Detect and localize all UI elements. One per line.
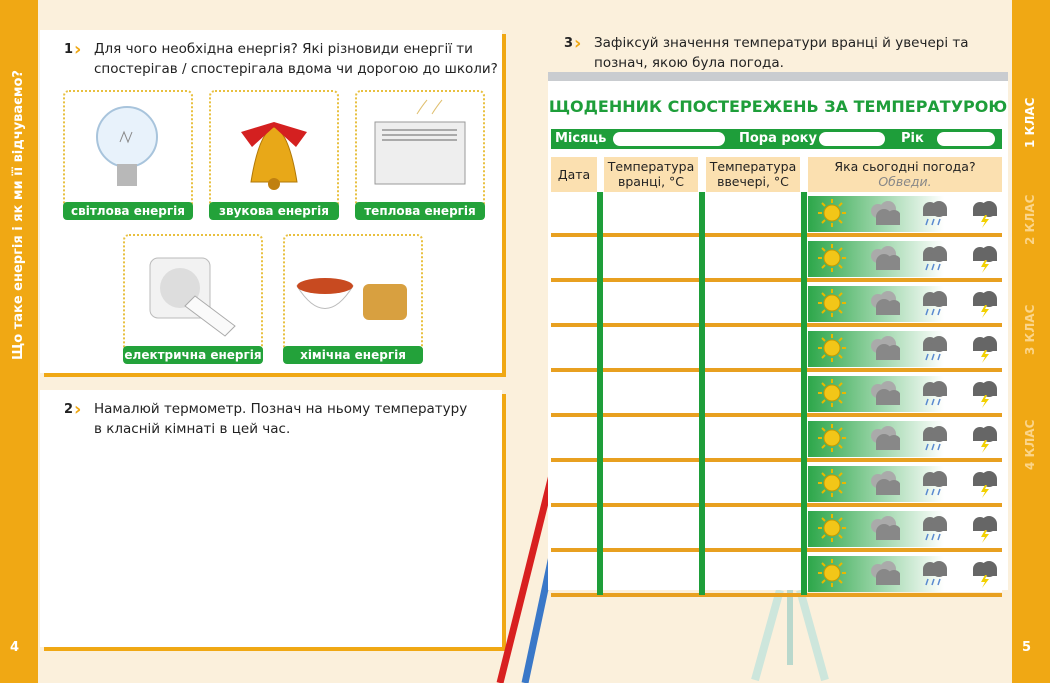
cloudy-icon[interactable] [868, 289, 900, 319]
thunderstorm-icon[interactable] [968, 289, 1000, 319]
diary-cell-date[interactable] [551, 417, 597, 458]
weather-choices [808, 331, 1002, 367]
column-header-evening: Температура ввечері, °C [706, 157, 800, 192]
column-header-weather: Яка сьогодні погода? Обведи. [808, 157, 1002, 192]
sun-icon[interactable] [818, 424, 850, 454]
column-header-morning: Температура вранці, °C [604, 157, 698, 192]
task1-panel [40, 30, 502, 373]
thunderstorm-icon[interactable] [968, 424, 1000, 454]
rain-icon[interactable] [918, 334, 950, 364]
easel-legs-icon [755, 590, 825, 680]
task-text: Для чого необхідна енергія? Які різновиди енергії ти спостерігав / спостерігала вдома чи дорогою до школи? [94, 41, 498, 77]
diary-cell-date[interactable] [551, 282, 597, 323]
year-input[interactable] [937, 132, 995, 146]
energy-card-electric [123, 234, 263, 364]
thunderstorm-icon[interactable] [968, 379, 1000, 409]
card-label: звукова енергія [209, 202, 339, 220]
diary-cell-evening[interactable] [705, 327, 801, 368]
diary-row [551, 552, 1002, 597]
energy-card-chemical [283, 234, 423, 364]
diary-cell-morning[interactable] [603, 327, 699, 368]
bell-icon [211, 92, 337, 202]
diary-cell-evening[interactable] [705, 282, 801, 323]
cloudy-icon[interactable] [868, 334, 900, 364]
diary-cell-morning[interactable] [603, 372, 699, 413]
year-label: Рік [901, 131, 924, 146]
chevron-icon: › [74, 39, 82, 60]
diary-cell-morning[interactable] [603, 237, 699, 278]
diary-cell-date[interactable] [551, 192, 597, 233]
diary-row [551, 372, 1002, 417]
season-input[interactable] [819, 132, 885, 146]
card-label: світлова енергія [63, 202, 193, 220]
diary-row [551, 192, 1002, 237]
sun-icon[interactable] [818, 469, 850, 499]
rain-icon[interactable] [918, 469, 950, 499]
sun-icon[interactable] [818, 559, 850, 589]
thunderstorm-icon[interactable] [968, 199, 1000, 229]
weather-choices [808, 196, 1002, 232]
rain-icon[interactable] [918, 199, 950, 229]
card-label: теплова енергія [355, 202, 485, 220]
energy-card-heat [355, 90, 485, 220]
sun-icon[interactable] [818, 244, 850, 274]
rain-icon[interactable] [918, 244, 950, 274]
task2-panel [40, 390, 502, 647]
drawing-area[interactable] [40, 440, 502, 640]
page-number: 4 [10, 640, 20, 655]
rain-icon[interactable] [918, 424, 950, 454]
cloudy-icon[interactable] [868, 469, 900, 499]
cloudy-icon[interactable] [868, 244, 900, 274]
diary-cell-evening[interactable] [705, 552, 801, 593]
diary-cell-morning[interactable] [603, 192, 699, 233]
diary-cell-date[interactable] [551, 462, 597, 503]
task-number: 1 [64, 42, 74, 57]
diary-cell-morning[interactable] [603, 282, 699, 323]
diary-cell-morning[interactable] [603, 462, 699, 503]
task-number: 2 [64, 402, 74, 417]
card-label: електрична енергія [124, 348, 262, 362]
heater-icon [357, 92, 483, 202]
cloudy-icon[interactable] [868, 379, 900, 409]
diary-row [551, 462, 1002, 507]
sun-icon[interactable] [818, 199, 850, 229]
thunderstorm-icon[interactable] [968, 334, 1000, 364]
rain-icon[interactable] [918, 379, 950, 409]
temperature-diary [548, 72, 1008, 590]
socket-plug-icon [125, 236, 261, 346]
thunderstorm-icon[interactable] [968, 559, 1000, 589]
thunderstorm-icon[interactable] [968, 469, 1000, 499]
diary-cell-date[interactable] [551, 237, 597, 278]
weather-choices [808, 376, 1002, 412]
diary-row [551, 417, 1002, 462]
diary-cell-evening[interactable] [705, 372, 801, 413]
rain-icon[interactable] [918, 559, 950, 589]
sun-icon[interactable] [818, 379, 850, 409]
diary-cell-date[interactable] [551, 552, 597, 593]
diary-cell-evening[interactable] [705, 507, 801, 548]
season-label: Пора року [739, 131, 817, 146]
weather-choices [808, 241, 1002, 277]
energy-card-sound [209, 90, 339, 220]
month-input[interactable] [613, 132, 725, 146]
task-text: Зафіксуй значення температури вранці й увечері та познач, якою була погода. [594, 35, 969, 71]
cloudy-icon[interactable] [868, 514, 900, 544]
energy-card-light [63, 90, 193, 220]
sun-icon[interactable] [818, 514, 850, 544]
cloudy-icon[interactable] [868, 424, 900, 454]
weather-choices [808, 421, 1002, 457]
column-divider [801, 192, 807, 595]
task-number: 3 [564, 36, 574, 51]
rain-icon[interactable] [918, 289, 950, 319]
soup-bread-icon [285, 236, 421, 346]
diary-title: ЩОДЕННИК СПОСТЕРЕЖЕНЬ ЗА ТЕМПЕРАТУРОЮ [548, 97, 1008, 116]
diary-cell-morning[interactable] [603, 507, 699, 548]
diary-meta-bar [551, 129, 1002, 149]
diary-row [551, 237, 1002, 282]
diary-row [551, 327, 1002, 372]
light-bulb-icon [65, 92, 191, 202]
page-number: 5 [1022, 640, 1032, 655]
diary-cell-morning[interactable] [603, 417, 699, 458]
diary-row [551, 507, 1002, 552]
chevron-icon: › [74, 399, 82, 420]
grade-tab-1[interactable]: 1 КЛАС [1023, 97, 1037, 148]
diary-cell-morning[interactable] [603, 552, 699, 593]
chevron-icon: › [574, 33, 582, 54]
sun-icon[interactable] [818, 289, 850, 319]
column-header-date: Дата [551, 157, 597, 192]
task-text: Намалюй термометр. Познач на ньому температуру в класній кімнаті в цей час. [94, 401, 468, 437]
chapter-title: Що таке енергія і як ми її відчуваємо? [11, 70, 26, 360]
thunderstorm-icon[interactable] [968, 244, 1000, 274]
weather-choices [808, 556, 1002, 592]
diary-cell-evening[interactable] [705, 417, 801, 458]
card-label: хімічна енергія [283, 346, 423, 364]
cloudy-icon[interactable] [868, 199, 900, 229]
left-sidebar [0, 0, 38, 683]
diary-cell-evening[interactable] [705, 192, 801, 233]
diary-cell-evening[interactable] [705, 237, 801, 278]
diary-cell-evening[interactable] [705, 462, 801, 503]
month-label: Місяць [555, 131, 607, 146]
thunderstorm-icon[interactable] [968, 514, 1000, 544]
diary-cell-date[interactable] [551, 507, 597, 548]
weather-choices [808, 286, 1002, 322]
weather-choices [808, 511, 1002, 547]
weather-choices [808, 466, 1002, 502]
grade-tab-2[interactable]: 2 КЛАС [1023, 194, 1037, 245]
cloudy-icon[interactable] [868, 559, 900, 589]
grade-tab-3[interactable]: 3 КЛАС [1023, 304, 1037, 355]
right-sidebar [1012, 0, 1050, 683]
column-divider [699, 192, 705, 595]
sun-icon[interactable] [818, 334, 850, 364]
diary-cell-date[interactable] [551, 372, 597, 413]
grade-tab-4[interactable]: 4 КЛАС [1023, 419, 1037, 470]
diary-cell-date[interactable] [551, 327, 597, 368]
diary-row [551, 282, 1002, 327]
column-divider [597, 192, 603, 595]
rain-icon[interactable] [918, 514, 950, 544]
